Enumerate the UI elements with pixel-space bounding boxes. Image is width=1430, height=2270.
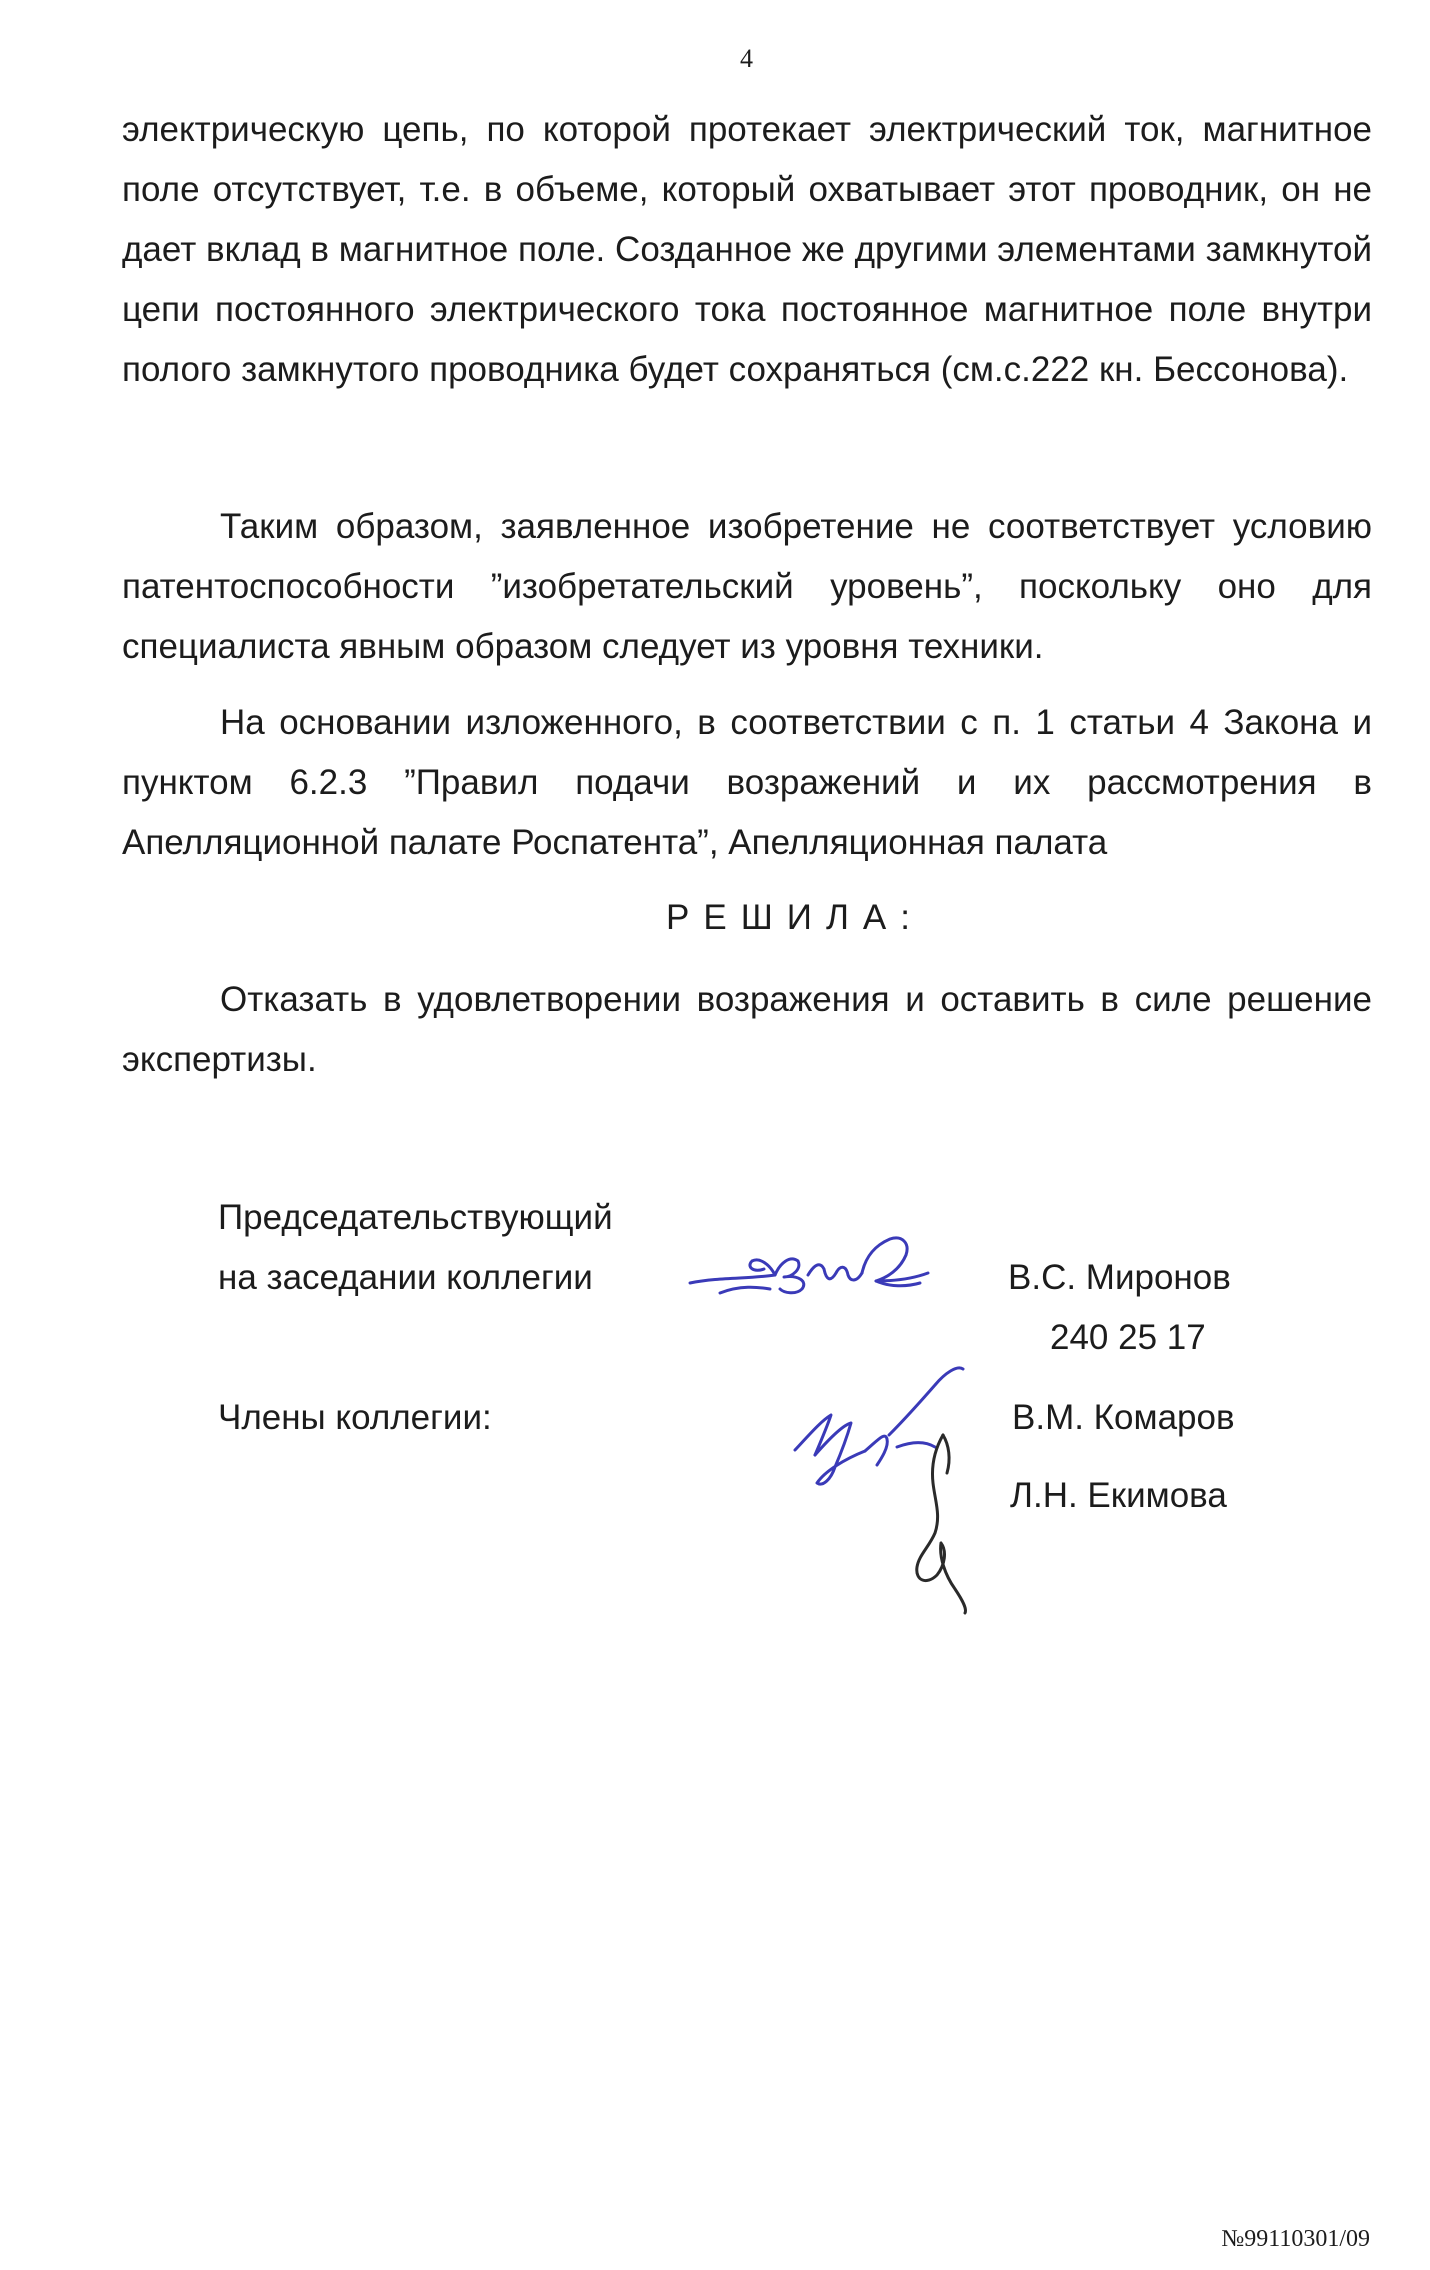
chair-signature <box>680 1225 960 1315</box>
chair-name: В.С. Миронов <box>1008 1258 1231 1297</box>
members-label: Члены коллегии: <box>218 1398 492 1437</box>
chair-role-line1: Председательствующий <box>218 1198 613 1237</box>
decision-heading: РЕШИЛА: <box>666 898 924 937</box>
document-number: №99110301/09 <box>1221 2226 1370 2252</box>
chair-role-line2: на заседании коллегии <box>218 1258 593 1297</box>
paragraph-decision: Отказать в удовлетворении возражения и оставить в силе решение экспертизы. <box>122 980 1372 1079</box>
member2-name: Л.Н. Екимова <box>1010 1476 1227 1515</box>
member1-name: В.М. Комаров <box>1012 1398 1235 1437</box>
paragraph-conclusion: Таким образом, заявленное изобретение не соответствует условию патентоспособности ”изобретательский уровень”, поскольку оно для специалиста явным образом следует из уровня техники. <box>122 507 1372 666</box>
paragraph-basis: На основании изложенного, в соответствии с п. 1 статьи 4 Закона и пунктом 6.2.3 ”Правил подачи возражений и их рассмотрения в Апелляционной палате Роспатента”, Апелляционная палата <box>122 703 1372 862</box>
page-number: 4 <box>740 44 753 73</box>
member2-signature <box>895 1425 995 1615</box>
chair-phone: 240 25 17 <box>1050 1318 1206 1357</box>
paragraph-magnetic-field: электрическую цепь, по которой протекает электрический ток, магнитное поле отсутствует, т.е. в объеме, который охватывает этот проводник, он не дает вклад в магнитное поле. Созданное же другими элементами замкнутой цепи постоянного электрического тока постоянное магнитное поле внутри полого замкнутого проводника будет сохраняться (см.с.222 кн. Бессонова). <box>122 110 1372 389</box>
